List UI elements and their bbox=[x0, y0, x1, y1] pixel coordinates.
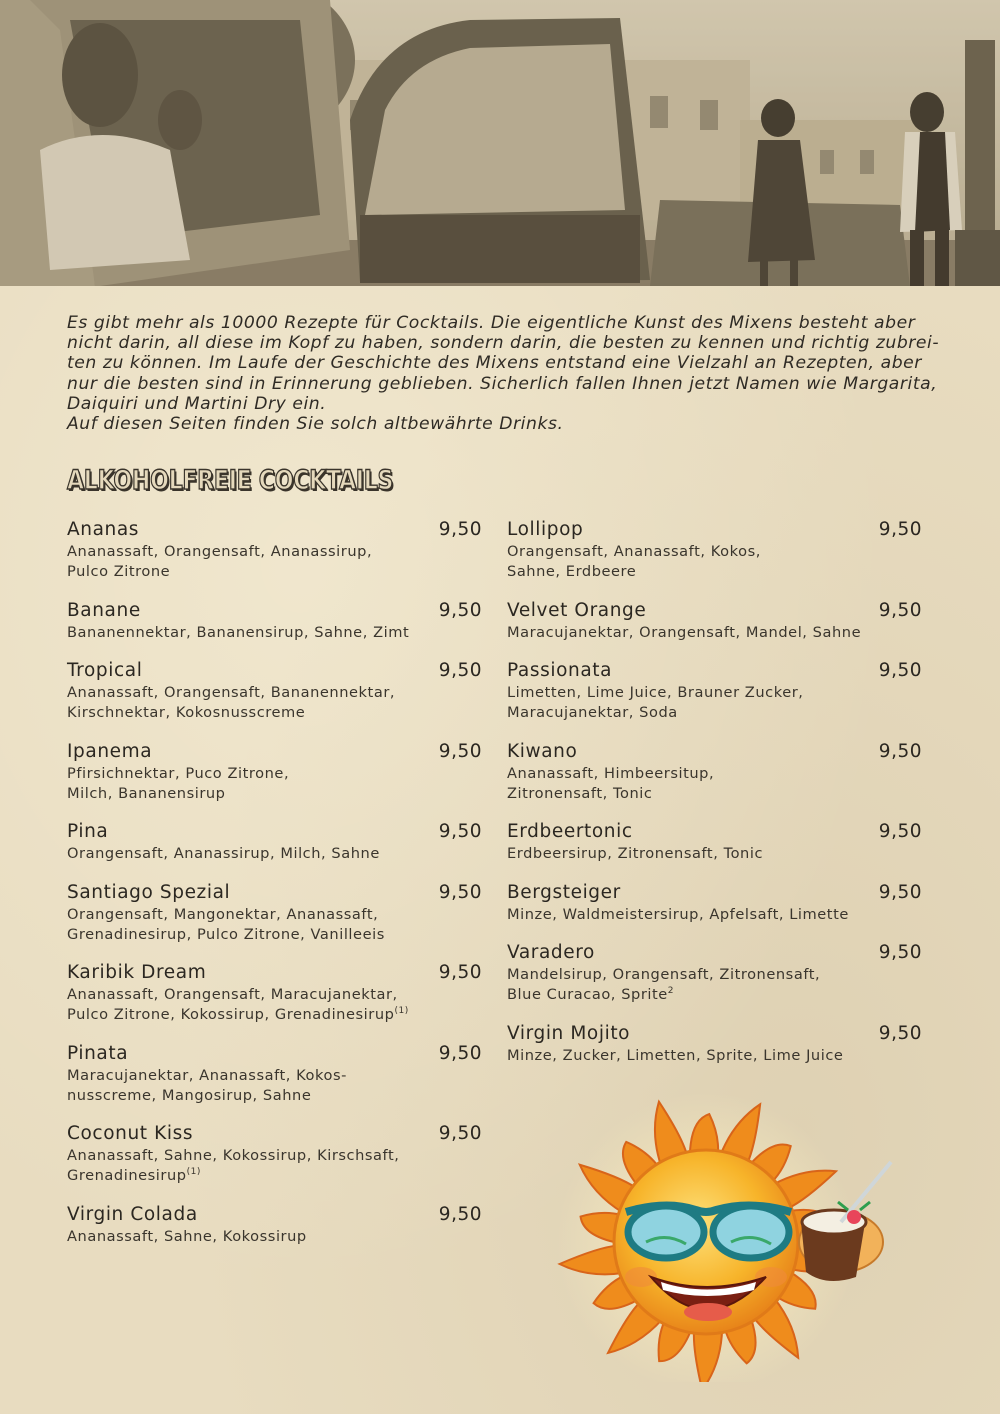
menu-item-ingredients-text: Ananassaft, Orangensaft, Ananassirup, Pulco Zitrone bbox=[67, 543, 373, 581]
menu-item-ingredients bbox=[67, 905, 485, 945]
menu-item bbox=[507, 941, 925, 1005]
menu-item bbox=[67, 518, 485, 582]
menu-item-ingredients-text: Orangensaft, Ananassaft, Kokos, Sahne, Erdbeere bbox=[507, 543, 761, 581]
menu-item-ingredients-text: Minze, Waldmeistersirup, Apfelsaft, Limette bbox=[507, 905, 849, 923]
menu-item bbox=[507, 740, 925, 804]
menu-item-ingredients bbox=[507, 764, 925, 804]
menu-item-name: Tropical bbox=[67, 660, 143, 681]
menu-item-header bbox=[67, 599, 485, 623]
menu-item-header bbox=[507, 820, 925, 844]
menu-item-ingredients-text: Minze, Zucker, Limetten, Sprite, Lime Juice bbox=[507, 1046, 844, 1064]
menu-item-ingredients bbox=[67, 844, 485, 864]
menu-item-ingredients bbox=[67, 623, 485, 643]
menu-item-ingredients bbox=[507, 542, 925, 582]
menu-item-name: Velvet Orange bbox=[507, 599, 647, 621]
menu-item-price: 9,50 bbox=[438, 1042, 482, 1064]
menu-item-header bbox=[507, 941, 925, 965]
menu-item-footnote: (1) bbox=[394, 1006, 409, 1017]
menu-item-name: Coconut Kiss bbox=[67, 1123, 194, 1144]
menu-item-price: 9,50 bbox=[878, 599, 922, 621]
menu-item-price: 9,50 bbox=[878, 942, 922, 963]
menu-item-ingredients bbox=[507, 683, 925, 723]
menu-item bbox=[507, 881, 925, 925]
menu-item-name: Pina bbox=[67, 821, 109, 842]
menu-item-ingredients-text: Orangensaft, Ananassirup, Milch, Sahne bbox=[67, 845, 380, 862]
menu-item-price: 9,50 bbox=[878, 660, 922, 681]
menu-item-ingredients bbox=[507, 844, 925, 864]
menu-item-price: 9,50 bbox=[438, 1203, 482, 1225]
menu-item-price: 9,50 bbox=[438, 519, 482, 540]
menu-item-price: 9,50 bbox=[878, 1022, 922, 1044]
menu-item bbox=[507, 599, 925, 643]
menu-item-header bbox=[67, 820, 485, 844]
menu-item-price: 9,50 bbox=[438, 962, 482, 983]
menu-item-price: 9,50 bbox=[878, 821, 922, 842]
menu-item-price: 9,50 bbox=[878, 881, 922, 903]
menu-item-name: Kiwano bbox=[507, 740, 578, 762]
menu-item-ingredients bbox=[67, 1066, 485, 1106]
menu-item-ingredients-text: Bananennektar, Bananensirup, Sahne, Zimt bbox=[67, 623, 410, 641]
menu-item bbox=[67, 1122, 485, 1186]
menu-item-ingredients bbox=[67, 683, 485, 723]
menu-item-price: 9,50 bbox=[438, 599, 482, 621]
menu-item-ingredients-text: Ananassaft, Himbeersitup, Zitronensaft, Tonic bbox=[507, 764, 715, 802]
menu-item-ingredients-text: Ananassaft, Orangensaft, Maracujanektar, Pulco Zitrone, Kokossirup, Grenadinesirup bbox=[67, 986, 398, 1024]
menu-item-header bbox=[507, 659, 925, 683]
menu-item-ingredients-text: Mandelsirup, Orangensaft, Zitronensaft, Blue Curacao, Sprite bbox=[507, 966, 821, 1004]
menu-item-name: Bergsteiger bbox=[507, 881, 621, 903]
menu-item bbox=[67, 740, 485, 804]
menu-item-ingredients-text: Orangensaft, Mangonektar, Ananassaft, Grenadinesirup, Pulco Zitrone, Vanilleeis bbox=[67, 905, 385, 943]
menu-item-ingredients bbox=[507, 623, 925, 643]
menu-item-footnote: (1) bbox=[186, 1167, 201, 1178]
menu-item-header bbox=[67, 961, 485, 985]
menu-item-ingredients bbox=[507, 1046, 925, 1066]
section-title: ALKOHOLFREIE COCKTAILS bbox=[67, 465, 394, 496]
menu-item-ingredients-text: Maracujanektar, Orangensaft, Mandel, Sahne bbox=[507, 623, 862, 641]
menu-item bbox=[507, 1022, 925, 1066]
menu-item-name: Virgin Colada bbox=[67, 1203, 198, 1225]
menu-item bbox=[507, 518, 925, 582]
header-photo bbox=[0, 0, 1000, 286]
menu-item bbox=[67, 961, 485, 1025]
menu-item-ingredients-text: Pfirsichnektar, Puco Zitrone, Milch, Bananensirup bbox=[67, 764, 290, 802]
menu-item bbox=[507, 659, 925, 723]
menu-item-ingredients bbox=[67, 542, 485, 582]
menu-item-price: 9,50 bbox=[438, 821, 482, 842]
menu-item-header bbox=[507, 740, 925, 764]
menu-item-price: 9,50 bbox=[878, 519, 922, 540]
menu-item-name: Banane bbox=[67, 599, 141, 621]
menu-item-header bbox=[67, 1122, 485, 1146]
menu-item bbox=[67, 599, 485, 643]
intro-text bbox=[67, 313, 947, 434]
menu-item-header bbox=[507, 599, 925, 623]
menu-item-price: 9,50 bbox=[438, 1123, 482, 1144]
street-scene-photo bbox=[0, 0, 1000, 286]
menu-item-ingredients-text: Ananassaft, Sahne, Kokossirup bbox=[67, 1227, 307, 1245]
menu-item-header bbox=[507, 1022, 925, 1046]
menu-item-header bbox=[67, 659, 485, 683]
menu-item-ingredients bbox=[67, 985, 485, 1025]
menu-item-name: Ananas bbox=[67, 519, 140, 540]
menu-item bbox=[67, 1203, 485, 1247]
menu-item-price: 9,50 bbox=[438, 881, 482, 903]
menu-item bbox=[67, 1042, 485, 1106]
menu-item-name: Virgin Mojito bbox=[507, 1022, 631, 1044]
menu-item-ingredients bbox=[507, 965, 925, 1005]
intro-paragraph: Es gibt mehr als 10000 Rezepte für Cocktails. Die eigentliche Kunst des Mixens besteht aber nicht darin, all diese im Kopf zu haben, sondern darin, die besten zu kennen und richtig zubrei- ten zu können. Im Laufe der Geschichte des Mixens entstand eine Vielzahl an Rezepten, aber nur die besten sind in Erinnerung geblieben. Sicherlich fallen Ihnen jetzt Namen wie Margarita, Daiquiri und Martini Dry ein. Auf diesen Seiten finden Sie solch altbewährte Drinks. bbox=[67, 313, 940, 435]
menu-item-name: Karibik Dream bbox=[67, 962, 207, 983]
menu-item-header bbox=[507, 518, 925, 542]
menu-item-ingredients-text: Limetten, Lime Juice, Brauner Zucker, Maracujanektar, Soda bbox=[507, 684, 804, 722]
menu-item-price: 9,50 bbox=[438, 740, 482, 762]
menu-item bbox=[67, 820, 485, 864]
menu-item bbox=[507, 820, 925, 864]
menu-item-header bbox=[67, 881, 485, 905]
menu-item-ingredients-text: Ananassaft, Sahne, Kokossirup, Kirschsaft, Grenadinesirup bbox=[67, 1147, 400, 1185]
menu-item-name: Passionata bbox=[507, 660, 613, 681]
menu-item-name: Varadero bbox=[507, 942, 595, 963]
menu-item-footnote: 2 bbox=[667, 986, 675, 997]
menu-item-name: Santiago Spezial bbox=[67, 881, 231, 903]
menu-item-ingredients-text: Erdbeersirup, Zitronensaft, Tonic bbox=[507, 845, 764, 862]
menu-item-ingredients-text: Maracujanektar, Ananassaft, Kokos- nusscreme, Mangosirup, Sahne bbox=[67, 1066, 347, 1104]
sun-illustration bbox=[556, 1082, 916, 1382]
menu-item-ingredients bbox=[67, 764, 485, 804]
menu-item-name: Erdbeertonic bbox=[507, 821, 633, 842]
menu-item-ingredients bbox=[67, 1227, 485, 1247]
menu-item-price: 9,50 bbox=[438, 660, 482, 681]
menu-item-header bbox=[67, 1042, 485, 1066]
menu-item-ingredients bbox=[507, 905, 925, 925]
menu-item-header bbox=[67, 740, 485, 764]
menu-item-price: 9,50 bbox=[878, 740, 922, 762]
sun-with-coconut-icon bbox=[556, 1082, 916, 1382]
menu-item-name: Lollipop bbox=[507, 519, 584, 540]
menu-item-header bbox=[67, 1203, 485, 1227]
menu-item-name: Ipanema bbox=[67, 740, 153, 762]
menu-item bbox=[67, 659, 485, 723]
menu-item-ingredients-text: Ananassaft, Orangensaft, Bananennektar, Kirschnektar, Kokosnusscreme bbox=[67, 684, 396, 722]
menu-item-header bbox=[67, 518, 485, 542]
menu-item-header bbox=[507, 881, 925, 905]
menu-item-ingredients bbox=[67, 1146, 485, 1186]
menu-item bbox=[67, 881, 485, 945]
menu-item-name: Pinata bbox=[67, 1042, 129, 1064]
